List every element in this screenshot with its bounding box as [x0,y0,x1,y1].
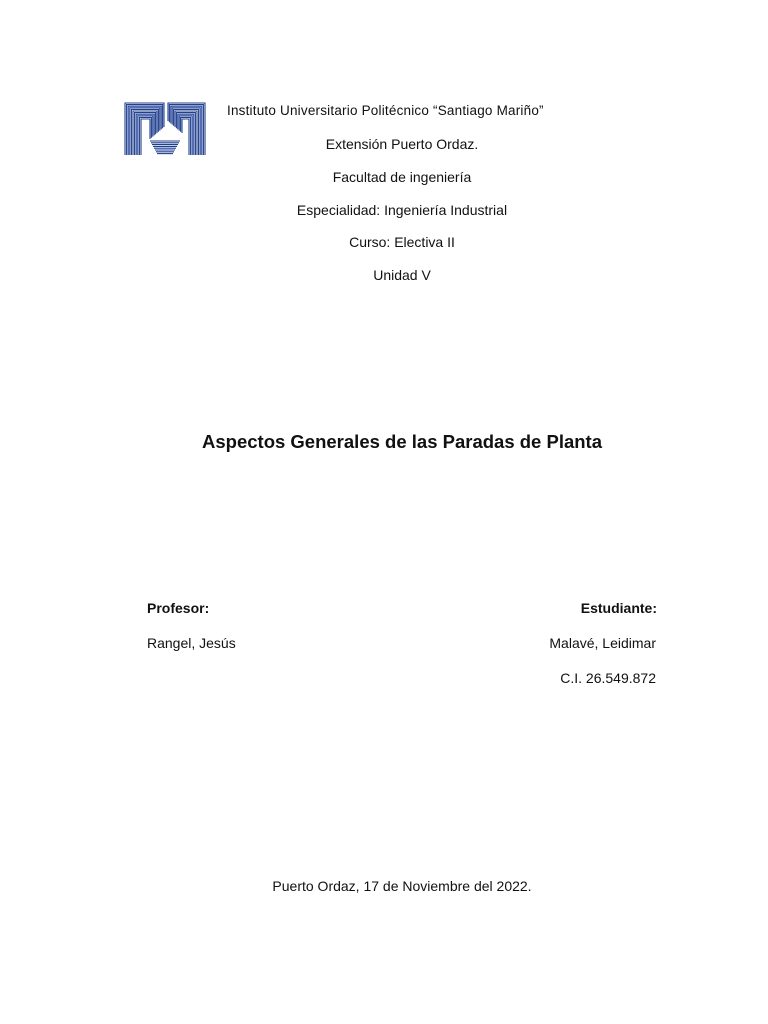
institution-name: Instituto Universitario Politécnico “Santiago Mariño” [227,103,544,118]
course-line: Curso: Electiva II [349,234,455,250]
professor-label: Profesor: [147,600,210,616]
professor-name: Rangel, Jesús [147,635,236,651]
student-id: C.I. 26.549.872 [560,670,656,686]
place-date: Puerto Ordaz, 17 de Noviembre del 2022. [272,878,532,894]
document-title: Aspectos Generales de las Paradas de Planta [202,431,602,452]
faculty-line: Facultad de ingeniería [332,169,472,185]
student-label: Estudiante: [580,600,657,616]
unit-line: Unidad V [373,267,431,283]
extension-line: Extensión Puerto Ordaz. [325,136,479,152]
student-name: Malavé, Leidimar [549,635,656,651]
specialty-line: Especialidad: Ingeniería Industrial [296,202,508,218]
